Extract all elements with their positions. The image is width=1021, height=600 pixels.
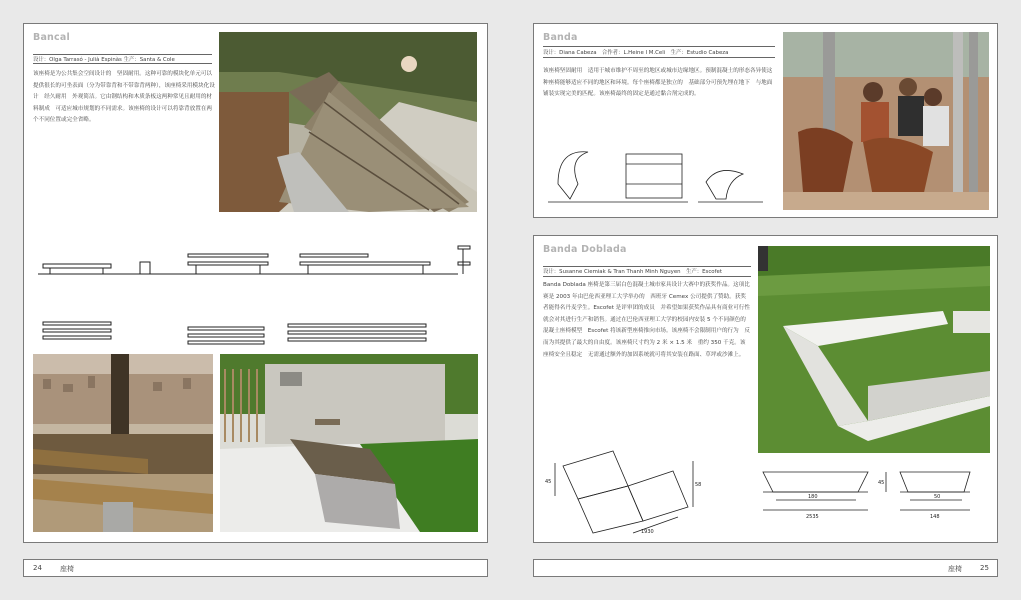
section-title-bancal: Bancal [33,32,70,43]
credit-line: 设计：Susanne Ciemiak & Tran Thanh Minh Nguyen 生产：Escofet [543,269,722,275]
iso-dim-length: 1930 [641,529,654,535]
elevation-drawings-top [38,236,478,306]
credit-line: 设计：Olga Tarrasó - Julià Espinàs 生产：Santa & Cole [33,57,175,63]
front-dim-a: 180 [808,494,818,500]
credit-rule [543,57,775,58]
bench-photo-main-image [219,32,477,212]
credit-line: 设计：Diana Cabeza 合作者：L.Heine I M.Celi 生产：Estudio Cabeza [543,50,729,56]
banda-photo-image [783,32,989,210]
right-footer [533,559,998,577]
iso-dim-width: 58 [695,482,702,488]
bench-photo-city [33,354,213,532]
banda-doblada-photo-image [758,246,990,453]
banda-doblada-panel [533,235,998,543]
bench-photo-garden-image [220,354,478,532]
front-dim-total: 2535 [806,514,819,520]
description: 该座椅坚固耐用 适用于城市维护不周至的地区或城市边缘地区。预制混凝土的形态各异使这种座椅能够适应不同的地区和环境。每个座椅都是独立的 基础部分可预先埋在地下 与地面铺装实现完美的匹配。该座椅最终的固定是通过黏合剂完成的。 [543,68,773,98]
bench-photo-garden [220,354,478,532]
bench-photo-main [219,32,477,212]
description: 该座椅是为公共集会空间设计的 坚固耐用。这种可靠的模块化单元可以提供很长的可坐表面（分为带靠背和不带靠背两种），该座椅采用模块化设计 经久耐用 外观简洁。它由钢结构和木质条板这两种常见且耐用的材料制成 可适应城市规划的不同需求。该座椅的设计可以将靠背放置在两个不同位置或完全省略。 [33,71,215,124]
banda-doblada-elevations [758,466,990,536]
side-dim-height: 45 [878,480,885,486]
right-dim-a: 50 [934,494,941,500]
iso-dim-height: 45 [545,479,552,485]
right-dim-total: 148 [930,514,940,520]
banda-doblada-photo [758,246,990,453]
left-page [23,23,488,543]
banda-drawings [548,144,783,214]
footer-label-left: 座椅 [60,565,74,573]
description: Banda Doblada 座椅是第三届白色混凝土城市家具设计大赛中的获奖作品。这项比赛是 2003 年由巴伦西亚理工大学举办的 西班牙 Cemex 公司提供了赞助。获奖者能得名丹麦学生。Escofet 是评审团的成员 并希望如果获奖作品具有商业可行性 就会对其进行生产和销售。通过在巴伦西亚理工大学的校园内安装 5 个不同颜色的混凝土座椅模型 Escofet 将该新型座椅推向市场。该座椅不会限制用户的行为 反而为其提供了最大的自由度。该座椅尺寸约为 2 米 × 1.5 米 重约 350 千克。该座椅安全且稳定 无需通过额外的加固系统就可将其安装在路面、草坪或沙滩上。 [543,282,756,358]
page-number-left: 24 [33,564,42,572]
section-title-banda: Banda [543,32,578,43]
left-footer [23,559,488,577]
footer-label-right: 座椅 [948,565,962,573]
credit-rule [543,276,751,277]
banda-photo [783,32,989,210]
credit-rule [33,63,212,64]
banda-doblada-iso-drawing [543,441,713,536]
banda-panel [533,23,998,218]
title-rule [543,46,775,47]
section-title-banda-doblada: Banda Doblada [543,244,627,255]
bench-photo-city-image [33,354,213,532]
page-number-right: 25 [980,564,989,572]
